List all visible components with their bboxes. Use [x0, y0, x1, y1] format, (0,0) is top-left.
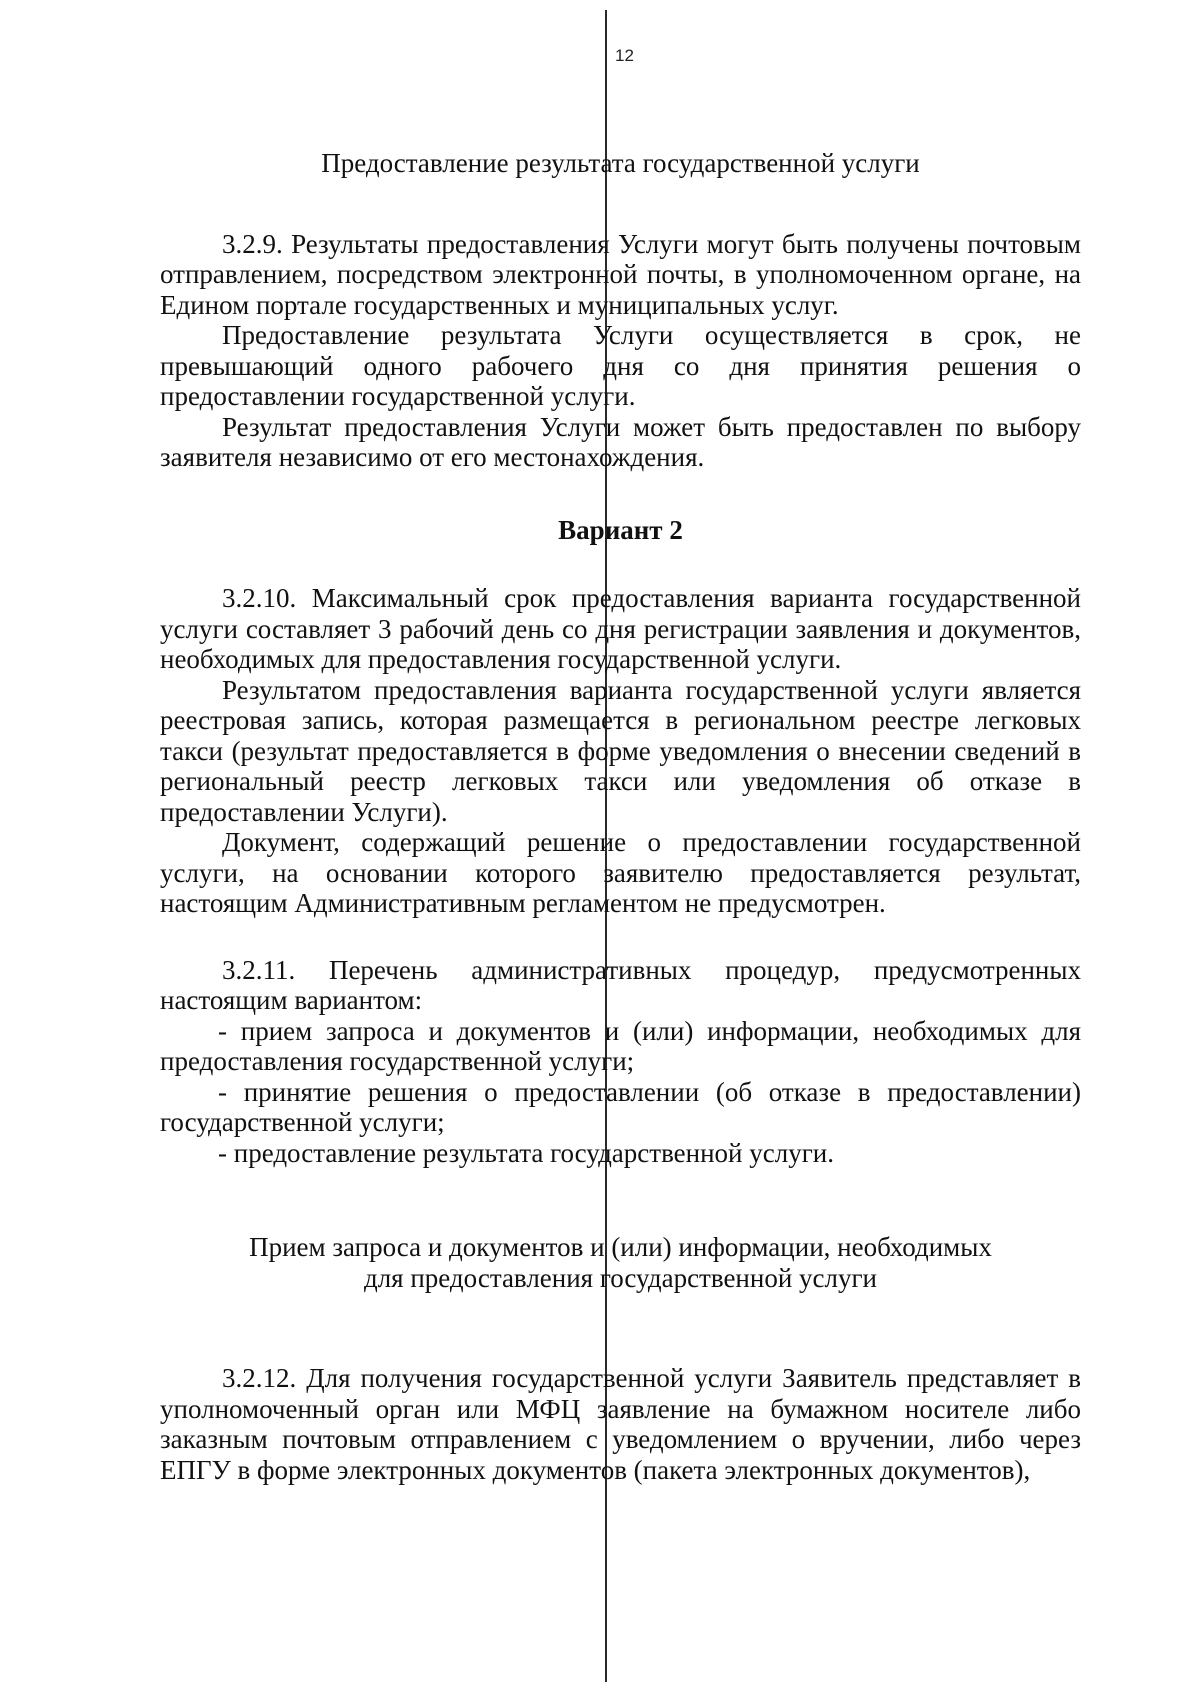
paragraph-3-2-10-document: Документ, содержащий решение о предоставлении государственной услуги, на основании которого заявителю предоставляется результат, настоящим Административным регламентом не предусмотрен. — [160, 827, 1081, 918]
paragraph-3-2-10: 3.2.10. Максимальный срок предоставления варианта государственной услуги составляет 3 рабочий день со дня регистрации заявления и документов, необходимых для предоставления государственной услуги. — [160, 583, 1081, 674]
paragraph-3-2-9-term: Предоставление результата Услуги осуществляется в срок, не превышающий одного рабочего дня со дня принятия решения о предоставлении государственной услуги. — [160, 320, 1081, 411]
paragraph-3-2-10-result: Результатом предоставления варианта государственной услуги является реестровая запись, которая размещается в региональном реестре легковых такси (результат предоставляется в форме уведомления о внесении сведений в региональный реестр легковых такси или уведомления об отказе в предоставлении Услуги). — [160, 674, 1081, 827]
paragraph-3-2-11: 3.2.11. Перечень административных процедур, предусмотренных настоящим вариантом: — [160, 954, 1081, 1015]
section-heading-intake-line2: для предоставления государственной услуги — [363, 1262, 878, 1293]
page-number: 12 — [615, 46, 634, 65]
paragraph-3-2-9: 3.2.9. Результаты предоставления Услуги могут быть получены почтовым отправлением, посредством электронной почты, в уполномоченном органе, на Едином портале государственных и муниципальных услуг. — [160, 228, 1081, 320]
variant-heading: Вариант 2 — [558, 514, 683, 545]
list-item: - принятие решения о предоставлении (об отказе в предоставлении) государственной услуги; — [160, 1076, 1081, 1137]
list-item: - предоставление результата государственной услуги. — [218, 1137, 834, 1168]
document-body — [160, 148, 1081, 1485]
list-item: - прием запроса и документов и (или) информации, необходимых для предоставления государственной услуги; — [160, 1015, 1081, 1076]
section-heading-result: Предоставление результата государственной услуги — [321, 148, 920, 178]
section-heading-intake-line1: Прием запроса и документов и (или) информации, необходимых — [249, 1232, 992, 1262]
paragraph-3-2-12: 3.2.12. Для получения государственной услуги Заявитель представляет в уполномоченный орган или МФЦ заявление на бумажном носителе либо заказным почтовым отправлением с уведомлением о вручении, либо через ЕПГУ в форме электронных документов (пакета электронных документов), — [160, 1363, 1081, 1485]
paragraph-3-2-9-location: Результат предоставления Услуги может быть предоставлен по выбору заявителя независимо от его местонахождения. — [160, 411, 1081, 472]
